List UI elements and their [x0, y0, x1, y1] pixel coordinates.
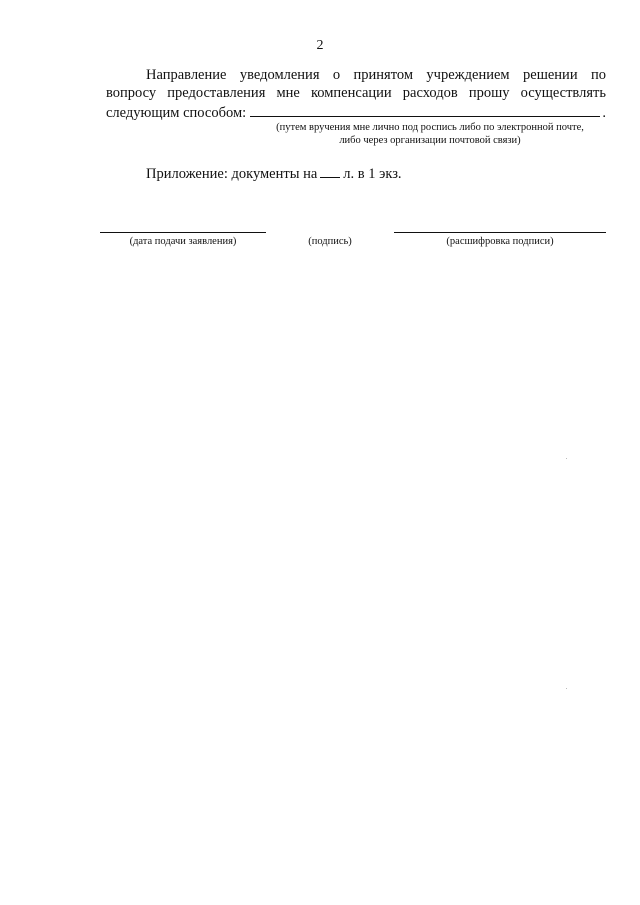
word: о [332, 67, 341, 83]
signature-label: (подпись) [308, 236, 352, 247]
paragraph-line-2 [106, 84, 606, 102]
scan-speck [566, 688, 567, 689]
decode-signature-line[interactable] [394, 232, 606, 233]
decode-label: (расшифровка подписи) [446, 236, 554, 247]
word: учреждением [426, 67, 510, 83]
word: компенсации [310, 85, 392, 101]
word: предоставления [167, 85, 266, 101]
word: прошу [468, 85, 510, 101]
attachment-pages-blank[interactable] [320, 177, 340, 178]
attachment-line [146, 166, 402, 183]
paragraph-line-3 [106, 102, 606, 122]
attachment-suffix: л. в 1 экз. [343, 166, 402, 182]
page-number: 2 [316, 38, 324, 53]
word: мне [276, 85, 300, 101]
word: Направление [146, 67, 227, 83]
word: уведомления [239, 67, 320, 83]
method-hint [250, 121, 610, 147]
request-paragraph [106, 66, 606, 122]
word: принятом [353, 67, 414, 83]
paragraph-line-1 [106, 66, 606, 84]
method-end-period: . [602, 105, 606, 121]
attachment-prefix: Приложение: документы на [146, 166, 318, 182]
hint-line-1: (путем вручения мне лично под роспись либо по электронной почте, [276, 122, 584, 133]
word: вопросу [106, 85, 157, 101]
date-label: (дата подачи заявления) [129, 236, 237, 247]
method-fill-line[interactable] [250, 102, 600, 117]
method-label: следующим способом: [106, 105, 247, 121]
word: расходов [402, 85, 458, 101]
word: по [590, 67, 606, 83]
scan-speck [566, 458, 567, 459]
word: осуществлять [520, 85, 606, 101]
date-signature-line[interactable] [100, 232, 266, 233]
hint-line-2: либо через организации почтовой связи) [339, 135, 521, 146]
word: решении [523, 67, 578, 83]
